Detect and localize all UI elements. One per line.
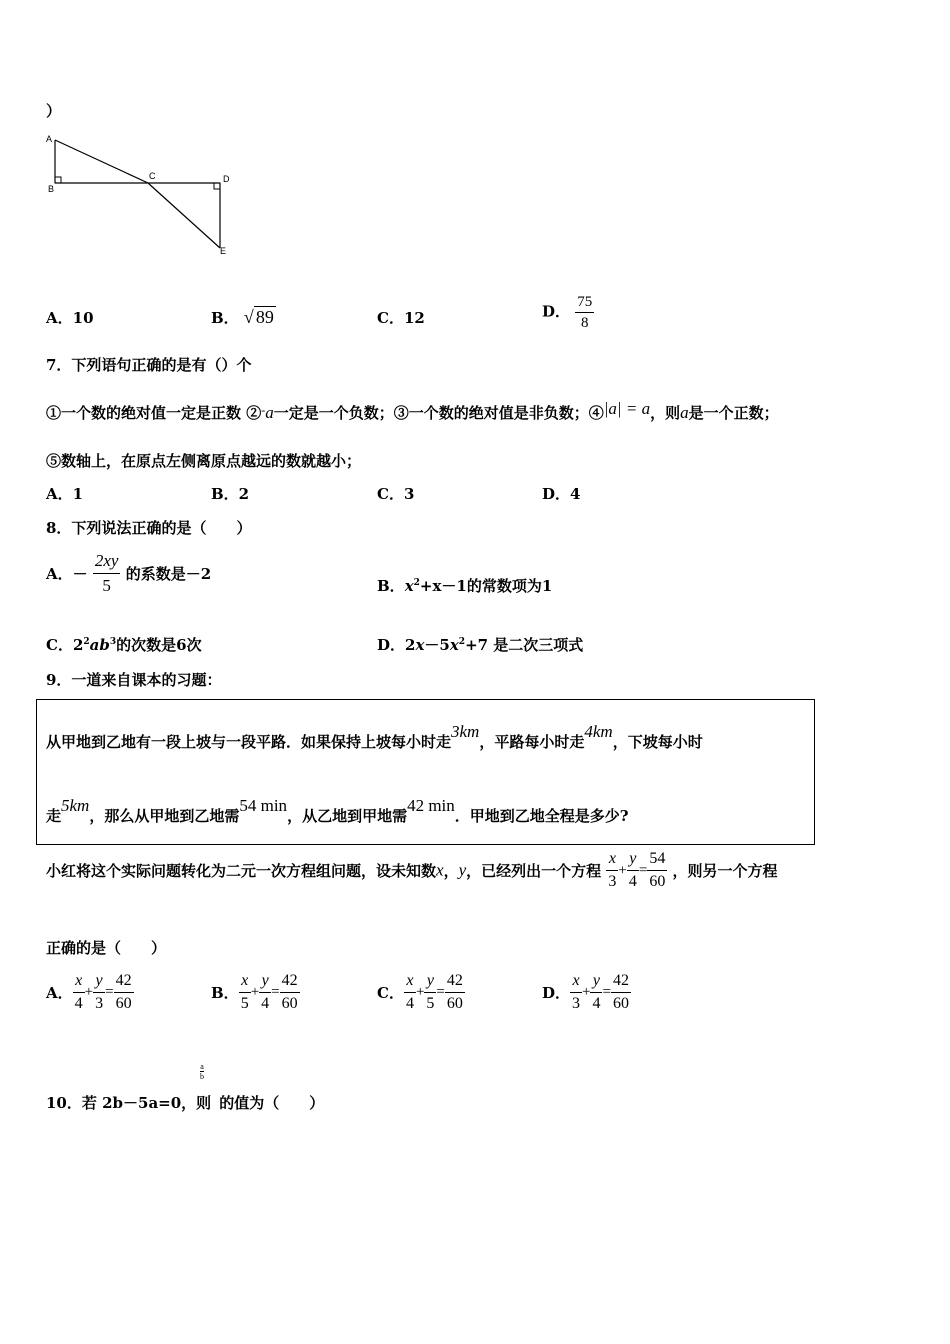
q9-option-d[interactable]: D． $\frac{x}{3}$ + $\frac{y}{4}$ = $\frac{42}{60}$ bbox=[542, 972, 629, 1012]
q7-option-d[interactable]: D．4 bbox=[542, 485, 581, 503]
q8-stem: 8．下列说法正确的是（ ） bbox=[46, 519, 252, 537]
q7-statements-2: ⑤数轴上，在原点左侧离原点越远的数就越小； bbox=[46, 452, 362, 470]
q8-option-c[interactable]: C．$2^2ab^3$的次数是6次 bbox=[46, 636, 202, 654]
q9-option-b[interactable]: B． $\frac{x}{5}$ + $\frac{y}{4}$ = $\frac{42}{60}$ bbox=[211, 972, 298, 1012]
q8-option-d[interactable]: D．$2x-5x^2+7$ 是二次三项式 bbox=[377, 636, 584, 654]
q9-option-c[interactable]: C． $\frac{x}{4}$ + $\frac{y}{5}$ = $\frac{42}{60}$ bbox=[377, 972, 463, 1012]
q7-stem: 7．下列语句正确的是有（）个 bbox=[46, 356, 252, 374]
q6-option-c[interactable] bbox=[377, 307, 425, 328]
q6-option-c-value: 12 bbox=[403, 309, 425, 327]
q6-option-b[interactable] bbox=[211, 307, 276, 328]
q6-option-a-label: A． bbox=[46, 309, 73, 327]
label-c: C bbox=[149, 171, 156, 181]
q10-fraction: a b bbox=[200, 1062, 204, 1081]
q6-option-a[interactable] bbox=[46, 307, 94, 328]
q6-option-a-value: 10 bbox=[72, 309, 94, 327]
q8-option-a[interactable]: A．－ $\frac{2xy}{5}$ 的系数是－2 bbox=[46, 549, 211, 598]
q10-stem: 10．若 2b－5a=0，则 的值为（ ） bbox=[46, 1094, 325, 1112]
frac-2xy-5: $\frac{2xy}{5}$ bbox=[94, 551, 119, 595]
q6-option-d-label: D． bbox=[542, 302, 571, 321]
sqrt-89: √ 89 bbox=[243, 307, 274, 327]
q9-option-a[interactable]: A． $\frac{x}{4}$ + $\frac{y}{3}$ = $\frac{42}{60}$ bbox=[46, 972, 132, 1012]
frac-75-8: $\frac{75}{8}$ bbox=[577, 294, 593, 331]
label-d: D bbox=[223, 174, 230, 184]
q7-statements-1: ①一个数的绝对值一定是正数 ②-a一定是一个负数；③一个数的绝对值是非负数；④|a| = a，则a是一个正数； bbox=[46, 399, 779, 422]
q6-option-b-label: B． bbox=[211, 309, 239, 327]
equation-given: $\frac{x}{3}$ + $\frac{y}{4}$ = $\frac{54}{60}$ bbox=[608, 850, 666, 890]
q9-box-line-2: 走5km，那么从甲地到乙地需54 min，从乙地到甲地需42 min．甲地到乙地全程是多少? bbox=[46, 796, 629, 825]
q7-option-a[interactable]: A．1 bbox=[46, 485, 84, 503]
q7-option-b[interactable]: B．2 bbox=[211, 485, 250, 503]
q6-option-c-label: C． bbox=[377, 309, 404, 327]
q9-line-3: 小红将这个实际问题转化为二元一次方程组问题，设未知数x，y，已经列出一个方程 $\frac{x}{3}$ + $\frac{y}{4}$ = $\frac{54}{60}$ ，则另一个方程 bbox=[46, 850, 778, 890]
abs-a-eq-a: |a| = a bbox=[603, 399, 651, 418]
label-b: B bbox=[48, 184, 55, 194]
q6-figure bbox=[40, 130, 240, 260]
q6-option-d[interactable] bbox=[542, 292, 594, 333]
q8-option-b[interactable]: B．$x^2+x-1$的常数项为1 bbox=[377, 577, 553, 595]
label-e: E bbox=[220, 246, 227, 256]
q7-option-c[interactable]: C．3 bbox=[377, 485, 415, 503]
q9-stem: 9．一道来自课本的习题： bbox=[46, 671, 222, 689]
label-a: A bbox=[46, 134, 53, 144]
q9-box-line-1: 从甲地到乙地有一段上坡与一段平路．如果保持上坡每小时走3km，平路每小时走4km，下坡每小时 bbox=[46, 722, 703, 751]
q6-paren: ） bbox=[46, 102, 62, 120]
q9-line-4: 正确的是（ ） bbox=[46, 939, 167, 957]
